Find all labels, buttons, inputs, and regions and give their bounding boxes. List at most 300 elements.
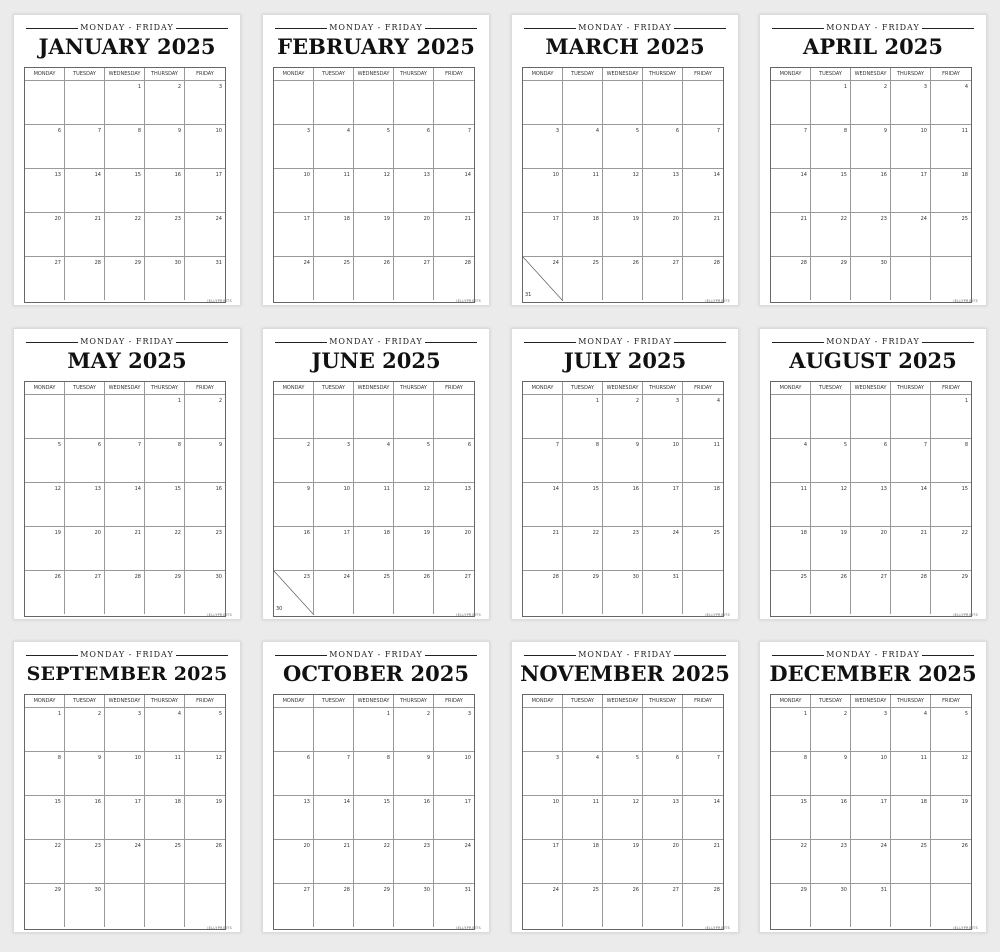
day-cell[interactable]	[354, 883, 394, 927]
day-cell[interactable]	[105, 526, 145, 570]
day-cell[interactable]	[185, 526, 225, 570]
day-cell[interactable]	[931, 168, 971, 212]
day-cell[interactable]	[523, 839, 563, 883]
day-cell[interactable]	[394, 570, 434, 614]
day-cell[interactable]	[851, 256, 891, 300]
day-cell[interactable]	[563, 394, 603, 438]
day-cell[interactable]	[185, 751, 225, 795]
day-cell[interactable]	[523, 80, 563, 124]
day-cell[interactable]	[185, 168, 225, 212]
day-cell[interactable]	[105, 795, 145, 839]
day-cell[interactable]	[771, 212, 811, 256]
day-cell[interactable]	[683, 707, 723, 751]
day-cell[interactable]	[274, 394, 314, 438]
day-cell[interactable]	[105, 212, 145, 256]
day-cell[interactable]	[185, 256, 225, 300]
day-cell[interactable]	[274, 795, 314, 839]
day-cell[interactable]	[643, 482, 683, 526]
day-cell[interactable]	[314, 80, 354, 124]
day-cell[interactable]	[643, 256, 683, 300]
day-cell[interactable]	[891, 482, 931, 526]
day-cell[interactable]	[851, 883, 891, 927]
day-cell[interactable]	[65, 438, 105, 482]
day-cell[interactable]	[105, 839, 145, 883]
day-cell[interactable]	[145, 795, 185, 839]
day-cell[interactable]	[394, 80, 434, 124]
day-cell[interactable]	[683, 168, 723, 212]
day-cell[interactable]	[523, 707, 563, 751]
day-cell[interactable]	[105, 394, 145, 438]
day-cell[interactable]	[434, 751, 474, 795]
day-cell[interactable]	[811, 80, 851, 124]
day-cell[interactable]	[643, 839, 683, 883]
day-cell[interactable]	[434, 839, 474, 883]
day-cell[interactable]	[314, 570, 354, 614]
day-cell[interactable]	[891, 212, 931, 256]
day-cell[interactable]	[931, 883, 971, 927]
day-cell[interactable]	[931, 124, 971, 168]
day-cell[interactable]	[145, 256, 185, 300]
day-cell[interactable]	[65, 570, 105, 614]
day-cell[interactable]	[643, 168, 683, 212]
day-cell[interactable]	[811, 526, 851, 570]
day-cell[interactable]	[811, 482, 851, 526]
day-cell[interactable]	[771, 124, 811, 168]
day-cell[interactable]	[563, 883, 603, 927]
day-cell[interactable]	[771, 526, 811, 570]
day-cell[interactable]	[563, 795, 603, 839]
day-cell[interactable]	[603, 394, 643, 438]
day-cell[interactable]	[643, 526, 683, 570]
day-cell[interactable]	[394, 839, 434, 883]
day-cell[interactable]	[563, 570, 603, 614]
day-cell[interactable]	[65, 526, 105, 570]
day-cell[interactable]	[314, 883, 354, 927]
day-cell[interactable]	[25, 80, 65, 124]
day-cell[interactable]	[145, 526, 185, 570]
day-cell[interactable]	[811, 124, 851, 168]
day-cell[interactable]	[931, 839, 971, 883]
day-cell[interactable]	[274, 438, 314, 482]
day-cell[interactable]	[891, 795, 931, 839]
day-cell[interactable]	[185, 570, 225, 614]
day-cell[interactable]	[891, 751, 931, 795]
day-cell[interactable]	[851, 570, 891, 614]
day-cell[interactable]	[603, 168, 643, 212]
day-cell[interactable]	[354, 212, 394, 256]
day-cell[interactable]	[434, 707, 474, 751]
day-cell[interactable]	[105, 751, 145, 795]
day-cell[interactable]	[523, 751, 563, 795]
day-cell[interactable]	[434, 438, 474, 482]
day-cell[interactable]	[851, 526, 891, 570]
day-cell[interactable]	[25, 707, 65, 751]
day-cell[interactable]	[314, 751, 354, 795]
day-cell[interactable]	[523, 168, 563, 212]
day-cell[interactable]	[274, 751, 314, 795]
day-cell[interactable]	[851, 394, 891, 438]
day-cell[interactable]	[771, 839, 811, 883]
day-cell[interactable]	[65, 751, 105, 795]
day-cell[interactable]	[145, 80, 185, 124]
day-cell[interactable]	[434, 256, 474, 300]
day-cell[interactable]	[603, 707, 643, 751]
day-cell[interactable]	[771, 482, 811, 526]
day-cell[interactable]	[643, 751, 683, 795]
day-cell[interactable]	[274, 883, 314, 927]
day-cell[interactable]	[811, 438, 851, 482]
day-cell[interactable]	[811, 168, 851, 212]
day-cell[interactable]	[145, 839, 185, 883]
day-cell[interactable]	[274, 124, 314, 168]
day-cell[interactable]	[811, 256, 851, 300]
day-cell[interactable]	[523, 394, 563, 438]
day-cell[interactable]	[145, 438, 185, 482]
day-cell[interactable]	[185, 212, 225, 256]
day-cell[interactable]	[25, 256, 65, 300]
day-cell[interactable]	[25, 482, 65, 526]
day-cell[interactable]	[274, 256, 314, 300]
day-cell[interactable]	[603, 526, 643, 570]
day-cell[interactable]	[603, 256, 643, 300]
day-cell[interactable]	[185, 482, 225, 526]
day-cell[interactable]	[145, 394, 185, 438]
day-cell[interactable]	[683, 839, 723, 883]
day-cell[interactable]	[65, 394, 105, 438]
day-cell[interactable]	[523, 482, 563, 526]
day-cell[interactable]	[851, 438, 891, 482]
day-cell[interactable]	[851, 707, 891, 751]
day-cell[interactable]	[771, 438, 811, 482]
day-cell[interactable]	[771, 256, 811, 300]
day-cell[interactable]	[683, 438, 723, 482]
day-cell[interactable]	[274, 570, 314, 614]
day-cell[interactable]	[643, 707, 683, 751]
day-cell[interactable]	[811, 751, 851, 795]
day-cell[interactable]	[105, 883, 145, 927]
day-cell[interactable]	[603, 212, 643, 256]
day-cell[interactable]	[771, 707, 811, 751]
day-cell[interactable]	[851, 482, 891, 526]
day-cell[interactable]	[434, 526, 474, 570]
day-cell[interactable]	[563, 212, 603, 256]
day-cell[interactable]	[683, 124, 723, 168]
day-cell[interactable]	[563, 526, 603, 570]
day-cell[interactable]	[274, 839, 314, 883]
day-cell[interactable]	[25, 883, 65, 927]
day-cell[interactable]	[105, 438, 145, 482]
day-cell[interactable]	[185, 124, 225, 168]
day-cell[interactable]	[643, 570, 683, 614]
day-cell[interactable]	[354, 256, 394, 300]
day-cell[interactable]	[105, 482, 145, 526]
day-cell[interactable]	[603, 124, 643, 168]
day-cell[interactable]	[314, 168, 354, 212]
day-cell[interactable]	[25, 168, 65, 212]
day-cell[interactable]	[643, 394, 683, 438]
day-cell[interactable]	[185, 795, 225, 839]
day-cell[interactable]	[563, 168, 603, 212]
day-cell[interactable]	[314, 124, 354, 168]
day-cell[interactable]	[394, 482, 434, 526]
day-cell[interactable]	[851, 80, 891, 124]
day-cell[interactable]	[851, 168, 891, 212]
day-cell[interactable]	[931, 256, 971, 300]
day-cell[interactable]	[105, 707, 145, 751]
day-cell[interactable]	[891, 570, 931, 614]
day-cell[interactable]	[563, 438, 603, 482]
day-cell[interactable]	[145, 124, 185, 168]
day-cell[interactable]	[185, 80, 225, 124]
day-cell[interactable]	[354, 438, 394, 482]
day-cell[interactable]	[891, 438, 931, 482]
day-cell[interactable]	[603, 482, 643, 526]
day-cell[interactable]	[105, 80, 145, 124]
day-cell[interactable]	[931, 795, 971, 839]
day-cell[interactable]	[851, 839, 891, 883]
day-cell[interactable]	[434, 80, 474, 124]
day-cell[interactable]	[434, 394, 474, 438]
day-cell[interactable]	[931, 394, 971, 438]
day-cell[interactable]	[891, 883, 931, 927]
day-cell[interactable]	[65, 212, 105, 256]
day-cell[interactable]	[274, 80, 314, 124]
day-cell[interactable]	[931, 80, 971, 124]
day-cell[interactable]	[145, 707, 185, 751]
day-cell[interactable]	[434, 124, 474, 168]
day-cell[interactable]	[683, 795, 723, 839]
day-cell[interactable]	[105, 124, 145, 168]
day-cell[interactable]	[683, 80, 723, 124]
day-cell[interactable]	[354, 707, 394, 751]
day-cell[interactable]	[354, 168, 394, 212]
day-cell[interactable]	[851, 751, 891, 795]
day-cell[interactable]	[145, 482, 185, 526]
day-cell[interactable]	[314, 394, 354, 438]
day-cell[interactable]	[643, 795, 683, 839]
day-cell[interactable]	[931, 526, 971, 570]
day-cell[interactable]	[771, 394, 811, 438]
day-cell[interactable]	[811, 839, 851, 883]
day-cell[interactable]	[891, 526, 931, 570]
day-cell[interactable]	[145, 570, 185, 614]
day-cell[interactable]	[65, 168, 105, 212]
day-cell[interactable]	[274, 482, 314, 526]
day-cell[interactable]	[811, 212, 851, 256]
day-cell[interactable]	[563, 256, 603, 300]
day-cell[interactable]	[105, 570, 145, 614]
day-cell[interactable]	[394, 256, 434, 300]
day-cell[interactable]	[394, 168, 434, 212]
day-cell[interactable]	[274, 168, 314, 212]
day-cell[interactable]	[811, 795, 851, 839]
day-cell[interactable]	[683, 256, 723, 300]
day-cell[interactable]	[771, 883, 811, 927]
day-cell[interactable]	[145, 751, 185, 795]
day-cell[interactable]	[771, 795, 811, 839]
day-cell[interactable]	[314, 256, 354, 300]
day-cell[interactable]	[25, 394, 65, 438]
day-cell[interactable]	[683, 482, 723, 526]
day-cell[interactable]	[394, 751, 434, 795]
day-cell[interactable]	[185, 438, 225, 482]
day-cell[interactable]	[891, 124, 931, 168]
day-cell[interactable]	[931, 570, 971, 614]
day-cell[interactable]	[931, 438, 971, 482]
day-cell[interactable]	[394, 124, 434, 168]
day-cell[interactable]	[394, 795, 434, 839]
day-cell[interactable]	[811, 570, 851, 614]
day-cell[interactable]	[523, 438, 563, 482]
day-cell[interactable]	[434, 212, 474, 256]
day-cell[interactable]	[65, 795, 105, 839]
day-cell[interactable]	[771, 570, 811, 614]
day-cell[interactable]	[683, 570, 723, 614]
day-cell[interactable]	[891, 707, 931, 751]
day-cell[interactable]	[314, 795, 354, 839]
day-cell[interactable]	[643, 438, 683, 482]
day-cell[interactable]	[105, 256, 145, 300]
day-cell[interactable]	[603, 80, 643, 124]
day-cell[interactable]	[65, 839, 105, 883]
day-cell[interactable]	[563, 124, 603, 168]
day-cell[interactable]	[394, 438, 434, 482]
day-cell[interactable]	[434, 883, 474, 927]
day-cell[interactable]	[771, 168, 811, 212]
day-cell[interactable]	[523, 795, 563, 839]
day-cell[interactable]	[931, 482, 971, 526]
day-cell[interactable]	[683, 883, 723, 927]
day-cell[interactable]	[394, 883, 434, 927]
day-cell[interactable]	[185, 707, 225, 751]
day-cell[interactable]	[563, 482, 603, 526]
day-cell[interactable]	[523, 212, 563, 256]
day-cell[interactable]	[563, 751, 603, 795]
day-cell[interactable]	[683, 212, 723, 256]
day-cell[interactable]	[603, 570, 643, 614]
day-cell[interactable]	[25, 795, 65, 839]
day-cell[interactable]	[851, 212, 891, 256]
day-cell[interactable]	[25, 124, 65, 168]
day-cell[interactable]	[643, 883, 683, 927]
day-cell[interactable]	[354, 839, 394, 883]
day-cell[interactable]	[314, 438, 354, 482]
day-cell[interactable]	[65, 256, 105, 300]
day-cell[interactable]	[25, 438, 65, 482]
day-cell[interactable]	[603, 438, 643, 482]
day-cell[interactable]	[314, 212, 354, 256]
day-cell[interactable]	[394, 707, 434, 751]
day-cell[interactable]	[851, 795, 891, 839]
day-cell[interactable]	[354, 570, 394, 614]
day-cell[interactable]	[25, 570, 65, 614]
day-cell[interactable]	[434, 795, 474, 839]
day-cell[interactable]	[931, 751, 971, 795]
day-cell[interactable]	[65, 124, 105, 168]
day-cell[interactable]	[523, 570, 563, 614]
day-cell[interactable]	[145, 168, 185, 212]
day-cell[interactable]	[434, 570, 474, 614]
day-cell[interactable]	[643, 212, 683, 256]
day-cell[interactable]	[145, 883, 185, 927]
day-cell[interactable]	[523, 256, 563, 300]
day-cell[interactable]	[563, 80, 603, 124]
day-cell[interactable]	[563, 707, 603, 751]
day-cell[interactable]	[394, 526, 434, 570]
day-cell[interactable]	[65, 80, 105, 124]
day-cell[interactable]	[314, 839, 354, 883]
day-cell[interactable]	[683, 751, 723, 795]
day-cell[interactable]	[65, 707, 105, 751]
day-cell[interactable]	[563, 839, 603, 883]
day-cell[interactable]	[145, 212, 185, 256]
day-cell[interactable]	[274, 526, 314, 570]
day-cell[interactable]	[185, 839, 225, 883]
day-cell[interactable]	[354, 482, 394, 526]
day-cell[interactable]	[354, 526, 394, 570]
day-cell[interactable]	[354, 124, 394, 168]
day-cell[interactable]	[314, 526, 354, 570]
day-cell[interactable]	[65, 482, 105, 526]
day-cell[interactable]	[25, 751, 65, 795]
day-cell[interactable]	[274, 212, 314, 256]
day-cell[interactable]	[603, 751, 643, 795]
day-cell[interactable]	[683, 394, 723, 438]
day-cell[interactable]	[523, 124, 563, 168]
day-cell[interactable]	[603, 883, 643, 927]
day-cell[interactable]	[434, 168, 474, 212]
day-cell[interactable]	[523, 883, 563, 927]
day-cell[interactable]	[643, 80, 683, 124]
day-cell[interactable]	[314, 707, 354, 751]
day-cell[interactable]	[603, 839, 643, 883]
day-cell[interactable]	[354, 795, 394, 839]
day-cell[interactable]	[891, 80, 931, 124]
day-cell[interactable]	[185, 883, 225, 927]
day-cell[interactable]	[434, 482, 474, 526]
day-cell[interactable]	[931, 212, 971, 256]
day-cell[interactable]	[65, 883, 105, 927]
day-cell[interactable]	[354, 80, 394, 124]
day-cell[interactable]	[394, 212, 434, 256]
day-cell[interactable]	[891, 394, 931, 438]
day-cell[interactable]	[891, 839, 931, 883]
day-cell[interactable]	[354, 751, 394, 795]
day-cell[interactable]	[811, 883, 851, 927]
day-cell[interactable]	[354, 394, 394, 438]
day-cell[interactable]	[851, 124, 891, 168]
day-cell[interactable]	[643, 124, 683, 168]
day-cell[interactable]	[105, 168, 145, 212]
day-cell[interactable]	[314, 482, 354, 526]
day-cell[interactable]	[185, 394, 225, 438]
day-cell[interactable]	[603, 795, 643, 839]
day-cell[interactable]	[931, 707, 971, 751]
day-cell[interactable]	[771, 80, 811, 124]
day-cell[interactable]	[811, 394, 851, 438]
day-cell[interactable]	[274, 707, 314, 751]
day-cell[interactable]	[683, 526, 723, 570]
day-cell[interactable]	[523, 526, 563, 570]
day-cell[interactable]	[811, 707, 851, 751]
day-cell[interactable]	[394, 394, 434, 438]
day-cell[interactable]	[771, 751, 811, 795]
day-cell[interactable]	[25, 212, 65, 256]
day-cell[interactable]	[25, 526, 65, 570]
day-cell[interactable]	[891, 168, 931, 212]
day-cell[interactable]	[25, 839, 65, 883]
day-cell[interactable]	[891, 256, 931, 300]
